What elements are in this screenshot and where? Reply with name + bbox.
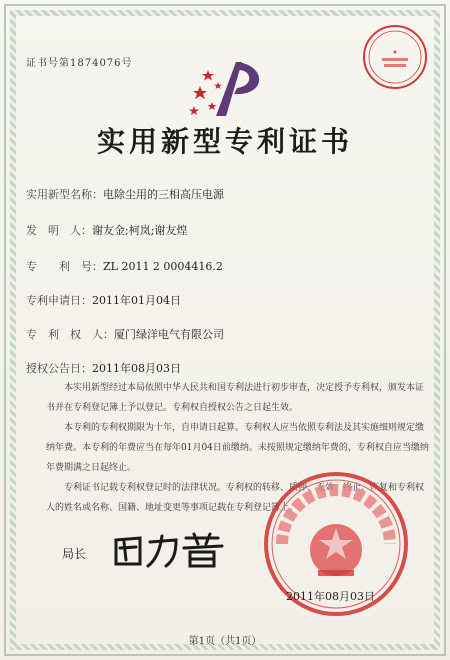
field-patentee — [26, 326, 224, 342]
director-signature — [110, 530, 230, 570]
certificate-title: 实用新型专利证书 — [96, 125, 353, 158]
field-value: 厦门绿洋电气有限公司 — [114, 328, 224, 341]
issue-date: 2011年08月03日 — [286, 590, 375, 603]
field-value: 2011年01月04日 — [92, 294, 181, 307]
review-stamp-icon — [360, 22, 430, 92]
certificate-number: 证书号第1874076号 — [26, 58, 133, 69]
director-title: 局长 — [62, 547, 87, 561]
field-value: 谢友金;柯岚;谢友煌 — [92, 224, 188, 237]
body-paragraph: 专利证书记载专利权登记时的法律状况。专利权的转移、质押、无效、终止、恢复和专利权人的姓名或名称、国籍、地址变更等事项记载在专利登记簿上。 — [46, 483, 425, 513]
field-grant-date — [26, 360, 181, 376]
field-value: ZL 2011 2 0004416.2 — [103, 260, 223, 273]
field-label: 实用新型名称： — [26, 188, 103, 201]
body-paragraph: 本实用新型经过本局依照中华人民共和国专利法进行初步审查，决定授予专利权，颁发本证书并在专利登记簿上予以登记。专利权自授权公告之日起生效。 — [46, 383, 425, 413]
field-patent-number — [26, 258, 223, 274]
field-label: 专 利 号： — [26, 260, 103, 273]
field-utility-name — [26, 186, 224, 202]
svg-text:★: ★ — [392, 49, 398, 56]
page-number: 第1页（共1页） — [188, 636, 262, 647]
field-inventors — [26, 222, 187, 238]
body-paragraph: 本专利的专利权期限为十年，自申请日起算。专利权人应当依照专利法及其实施细则规定缴纳年费。本专利的年费应当在每年01月04日前缴纳。未按照规定缴纳年费的，专利权自应当缴纳年费期满之日起终止。 — [46, 423, 429, 473]
field-label: 授权公告日： — [26, 362, 92, 375]
patent-office-logo — [186, 58, 272, 120]
field-label: 专利申请日： — [26, 294, 92, 307]
field-value: 电除尘用的三相高压电源 — [103, 188, 224, 201]
field-application-date — [26, 292, 181, 308]
field-value: 2011年08月03日 — [92, 362, 181, 375]
field-label: 发 明 人： — [26, 224, 92, 237]
field-label: 专 利 权 人： — [26, 328, 114, 341]
